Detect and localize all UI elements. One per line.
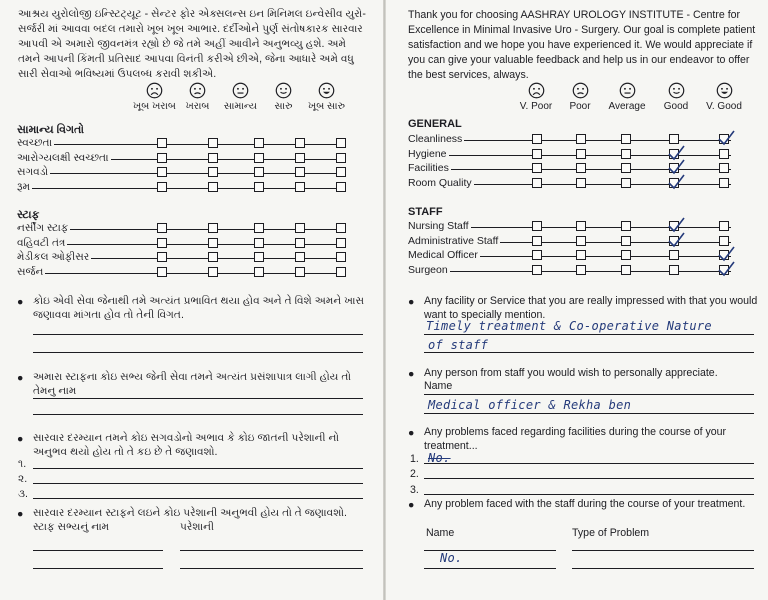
bullet-icon: ●: [408, 368, 415, 380]
check-mark-icon: [717, 130, 735, 146]
rating-checkbox[interactable]: [621, 178, 631, 188]
rating-checkbox[interactable]: [576, 134, 586, 144]
smile-face-icon: [275, 82, 292, 99]
answer-line[interactable]: [180, 568, 363, 569]
answer-line[interactable]: [33, 352, 363, 353]
rating-checkbox[interactable]: [295, 252, 305, 262]
rating-checkbox[interactable]: [669, 134, 679, 144]
rating-checkbox[interactable]: [157, 223, 167, 233]
rating-checkbox[interactable]: [532, 149, 542, 159]
rating-row: [408, 249, 731, 263]
gujarati-question-2: અમારા સ્ટાફના કોઇ સભ્ય જેની સેવા તમને અત્યંત પ્રસંશાપાત્ર લાગી હોય તો તેમનુ નામ: [33, 371, 352, 397]
rating-row: [17, 266, 346, 280]
answer-line[interactable]: [180, 550, 363, 551]
rating-checkbox[interactable]: [532, 163, 542, 173]
rating-checkbox[interactable]: [669, 265, 679, 275]
rating-checkbox[interactable]: [532, 265, 542, 275]
rating-checkbox[interactable]: [719, 163, 729, 173]
rating-checkbox[interactable]: [576, 149, 586, 159]
big-smile-face-icon: [318, 82, 335, 99]
rating-checkbox[interactable]: [157, 167, 167, 177]
rating-checkbox[interactable]: [254, 167, 264, 177]
english-rating-header: [514, 82, 748, 122]
rating-checkbox[interactable]: [336, 267, 346, 277]
rating-checkbox[interactable]: [254, 138, 264, 148]
rating-checkbox[interactable]: [621, 265, 631, 275]
rating-very-good: V. Good: [700, 82, 748, 122]
row-label: Cleanliness: [408, 133, 463, 145]
rating-checkbox[interactable]: [336, 167, 346, 177]
rating-row: [17, 152, 346, 166]
rating-checkbox[interactable]: [719, 178, 729, 188]
rating-checkbox[interactable]: [254, 182, 264, 192]
rating-row: [17, 137, 346, 151]
rating-very-poor: ખૂબ ખરાબ: [133, 82, 176, 122]
answer-line[interactable]: [33, 498, 363, 499]
english-general-title: GENERAL: [408, 118, 462, 130]
rating-checkbox[interactable]: [157, 267, 167, 277]
rating-checkbox[interactable]: [254, 153, 264, 163]
handwritten-answer: Medical officer & Rekha ben: [428, 398, 632, 412]
gujarati-staff-title: સ્ટાફ: [17, 209, 40, 221]
english-staff-title: STAFF: [408, 206, 443, 218]
answer-line[interactable]: [424, 413, 754, 414]
rating-checkbox[interactable]: [532, 134, 542, 144]
rating-checkbox[interactable]: [576, 250, 586, 260]
rating-checkbox[interactable]: [295, 223, 305, 233]
rating-checkbox[interactable]: [208, 223, 218, 233]
rating-poor: ખરાબ: [176, 82, 219, 122]
rating-checkbox[interactable]: [621, 149, 631, 159]
answer-line[interactable]: [33, 468, 363, 469]
rating-very-poor: V. Poor: [514, 82, 558, 122]
rating-checkbox[interactable]: [532, 221, 542, 231]
rating-checkbox[interactable]: [208, 252, 218, 262]
bullet-icon: ●: [17, 296, 24, 308]
big-smile-face-icon: [716, 82, 733, 99]
rating-checkbox[interactable]: [208, 238, 218, 248]
rating-checkbox[interactable]: [336, 252, 346, 262]
rating-checkbox[interactable]: [208, 167, 218, 177]
gujarati-rating-header: [133, 82, 348, 122]
gujarati-problem-label: પરેશાની: [180, 521, 215, 533]
answer-line[interactable]: [33, 483, 363, 484]
row-label: આરોગ્યલક્ષી સ્વચ્છતા: [17, 151, 109, 164]
handwritten-answer: of staff: [428, 338, 489, 352]
answer-line[interactable]: [424, 334, 754, 335]
rating-checkbox[interactable]: [621, 221, 631, 231]
answer-line[interactable]: [33, 550, 163, 551]
check-mark-icon: [667, 232, 685, 248]
row-label: મેડીકલ ઓફીસર: [17, 251, 90, 263]
rating-checkbox[interactable]: [208, 138, 218, 148]
neutral-face-icon: [232, 82, 249, 99]
gujarati-intro: આશ્રય યુરોલોજી ઇન્સ્ટિટ્યૂટ - સેન્ટર ફોર એક્સલન્સ ઇન મિનિમલ ઇન્વેસીવ યુરો-સર્જરી માં આવવા બદલ તમારો ખૂબ ખૂબ આભાર. દર્દીઓને પુર્ણ સંતોષકારક સારવાર આપવી એ અમારો જીવનમંત્ર રહ્યો છે જે તમે અહીં આવીને અનુભવ્યુ હશે. અમે તમને આપની કિંમતી પ્રતિસાદ આપવા વિનંતી કરીએ છીએ, જેના આધારે અમે વધુ સારી સેવાઓ ભવિષ્યમાં ઉપલબ્ધ કરાવી શકીએ.: [18, 8, 366, 80]
answer-line[interactable]: [424, 568, 556, 569]
rating-checkbox[interactable]: [336, 153, 346, 163]
rating-checkbox[interactable]: [208, 182, 218, 192]
rating-checkbox[interactable]: [208, 153, 218, 163]
rating-checkbox[interactable]: [576, 265, 586, 275]
english-page: Thank you for choosing AASHRAY UROLOGY INSTITUTE - Centre for Excellence in Minimal Invasive Uro - Surgery. Our goal is complete patient satisfaction and we hope you have experienced it. We would appreciate if you can give your valuable feedback and help us in our endeavor to offer the best services, always. V. Poor Poor Average Good V. Good GENERAL Cleanliness Hygiene Facilities Room Quality STAFF Nursing Staff Administrative Staff Medical Officer Surgeon ● Any facility or Service that you are really impressed with that you would want to specially mention. Timely treatment & Co-operative Nature of staff ● Any person from staff you would wish to personally appreciate. Name Medical officer & Rekha ben ● Any problems faced regarding facilities during the course of your treatment... 1. No. 2. 3. ● Any problem faced with the staff during the course of your treatment. Name Type of Problem No.: [386, 0, 768, 600]
neutral-face-icon: [619, 82, 636, 99]
gujarati-question-1: કોઇ એવી સેવા જેનાથી તમે અત્યંત પ્રભાવિત થયા હોવ અને તે વિશે અમને ખાસ જણાવવા માંગતા હોવ તો તેની વિગત.: [33, 295, 365, 321]
bullet-icon: ●: [17, 433, 24, 445]
rating-checkbox[interactable]: [621, 134, 631, 144]
rating-checkbox[interactable]: [532, 250, 542, 260]
rating-checkbox[interactable]: [336, 238, 346, 248]
english-name-label: Name: [424, 380, 453, 392]
rating-checkbox[interactable]: [254, 223, 264, 233]
row-label: Nursing Staff: [408, 220, 469, 232]
rating-checkbox[interactable]: [157, 238, 167, 248]
rating-checkbox[interactable]: [669, 250, 679, 260]
rating-checkbox[interactable]: [621, 250, 631, 260]
rating-checkbox[interactable]: [336, 138, 346, 148]
row-label: રૂમ: [17, 180, 30, 193]
rating-average: સામાન્ય: [219, 82, 262, 122]
row-label: નર્સીંગ સ્ટાફ: [17, 222, 69, 234]
english-question-4: Any problem faced with the staff during the course of your treatment.: [424, 498, 746, 510]
rating-checkbox[interactable]: [157, 138, 167, 148]
english-question-1: Any facility or Service that you are really impressed with that you would want to specially mention.: [424, 295, 758, 321]
bullet-icon: ●: [17, 372, 24, 384]
rating-checkbox[interactable]: [336, 223, 346, 233]
rating-checkbox[interactable]: [295, 238, 305, 248]
rating-checkbox[interactable]: [576, 221, 586, 231]
rating-row: [408, 264, 731, 278]
very-sad-face-icon: [528, 82, 545, 99]
leader-line: [408, 271, 731, 272]
gujarati-general-title: સામાન્ય વિગતો: [17, 124, 85, 136]
row-label: Surgeon: [408, 263, 448, 276]
rating-checkbox[interactable]: [621, 163, 631, 173]
row-label: સ્વચ્છતા: [17, 137, 53, 149]
row-label: સર્જન: [17, 265, 44, 278]
rating-row: [17, 222, 346, 236]
rating-checkbox[interactable]: [719, 236, 729, 246]
gujarati-page: આશ્રય યુરોલોજી ઇન્સ્ટિટ્યૂટ - સેન્ટર ફોર એક્સલન્સ ઇન મિનિમલ ઇન્વેસીવ યુરો-સર્જરી માં આવવા બદલ તમારો ખૂબ ખૂબ આભાર. દર્દીઓને પુર્ણ સંતોષકારક સારવાર આપવી એ અમારો જીવનમંત્ર રહ્યો છે જે તમે અહીં આવીને અનુભવ્યુ હશે. અમે તમને આપની કિંમતી પ્રતિસાદ આપવા વિનંતી કરીએ છીએ, જેના આધારે અમે વધુ સારી સેવાઓ ભવિષ્યમાં ઉપલબ્ધ કરાવી શકીએ. ખૂબ ખરાબ ખરાબ સામાન્ય સારુ ખૂબ સારુ સામાન્ય વિગતો સ્વચ્છતા આરોગ્યલક્ષી સ્વચ્છતા સગવડો રૂમ સ્ટાફ નર્સીંગ સ્ટાફ વહિવટી તંત્ર મેડીકલ ઓફીસર સર્જન ● કોઇ એવી સેવા જેનાથી તમે અત્યંત પ્રભાવિત થયા હોવ અને તે વિશે અમને ખાસ જણાવવા માંગતા હોવ તો તેની વિગત. ● અમારા સ્ટાફના કોઇ સભ્ય જેની સેવા તમને અત્યંત પ્રસંશાપાત્ર લાગી હોય તો તેમનુ નામ ● સારવાર દરમ્યાન તમને કોઇ સગવડોનો અભાવ કે કોઇ જાતની પરેશાની નો અનુભવ થયો હોય તો તે કઇ છે તે જણાવશો. ૧. ૨. ૩. ● સારવાર દરમ્યાન સ્ટાફને લઇને કોઇ પરેશાની અનુભવી હોય તો તે જણાવશો. સ્ટાફ સભ્યનું નામ પરેશાની: [0, 0, 383, 600]
rating-checkbox[interactable]: [295, 167, 305, 177]
very-sad-face-icon: [146, 82, 163, 99]
row-label: Hygiene: [408, 147, 447, 160]
bullet-icon: ●: [408, 427, 415, 439]
rating-row: [17, 166, 346, 180]
rating-very-good: ખૂબ સારુ: [305, 82, 348, 122]
row-label: Administrative Staff: [408, 234, 499, 247]
rating-checkbox[interactable]: [295, 182, 305, 192]
rating-checkbox[interactable]: [157, 153, 167, 163]
english-q4-name-label: Name: [426, 527, 455, 539]
rating-checkbox[interactable]: [532, 236, 542, 246]
check-mark-icon: [667, 174, 685, 190]
answer-line[interactable]: [424, 394, 754, 395]
row-label: Room Quality: [408, 176, 472, 189]
rating-checkbox[interactable]: [336, 182, 346, 192]
rating-row: [408, 177, 731, 191]
rating-row: [17, 237, 346, 251]
rating-checkbox[interactable]: [576, 178, 586, 188]
smile-face-icon: [668, 82, 685, 99]
answer-line[interactable]: [33, 398, 363, 399]
rating-checkbox[interactable]: [576, 236, 586, 246]
rating-checkbox[interactable]: [254, 238, 264, 248]
rating-checkbox[interactable]: [719, 221, 729, 231]
answer-line[interactable]: [424, 494, 754, 495]
answer-line[interactable]: [424, 352, 754, 353]
gujarati-question-3: સારવાર દરમ્યાન તમને કોઇ સગવડોનો અભાવ કે કોઇ જાતની પરેશાની નો અનુભવ થયો હોય તો તે કઇ છે તે જણાવશો.: [33, 432, 340, 458]
rating-checkbox[interactable]: [157, 182, 167, 192]
row-label: Medical Officer: [408, 249, 478, 261]
english-q4-problem-label: Type of Problem: [572, 527, 650, 539]
rating-checkbox[interactable]: [719, 149, 729, 159]
rating-checkbox[interactable]: [295, 267, 305, 277]
rating-checkbox[interactable]: [295, 138, 305, 148]
rating-good: Good: [652, 82, 700, 122]
answer-line[interactable]: [33, 414, 363, 415]
english-question-3: Any problems faced regarding facilities during the course of your treatment...: [424, 426, 727, 452]
answer-line[interactable]: [33, 568, 163, 569]
answer-line[interactable]: [424, 478, 754, 479]
answer-line[interactable]: [572, 568, 754, 569]
rating-checkbox[interactable]: [532, 178, 542, 188]
rating-poor: Poor: [558, 82, 602, 122]
rating-row: [408, 235, 731, 249]
check-mark-icon: [717, 261, 735, 277]
rating-checkbox[interactable]: [576, 163, 586, 173]
handwritten-answer: No.: [440, 551, 463, 565]
gujarati-question-4: સારવાર દરમ્યાન સ્ટાફને લઇને કોઇ પરેશાની અનુભવી હોય તો તે જણાવશો.: [33, 507, 347, 519]
answer-line[interactable]: [572, 550, 754, 551]
rating-row: [17, 251, 346, 265]
rating-good: સારુ: [262, 82, 305, 122]
rating-checkbox[interactable]: [254, 267, 264, 277]
rating-checkbox[interactable]: [621, 236, 631, 246]
rating-average: Average: [602, 82, 652, 122]
rating-checkbox[interactable]: [208, 267, 218, 277]
row-label: વહિવટી તંત્ર: [17, 236, 66, 249]
handwritten-answer: Timely treatment & Co-operative Nature: [426, 319, 712, 333]
english-intro: Thank you for choosing AASHRAY UROLOGY INSTITUTE - Centre for Excellence in Minimal Invasive Uro - Surgery. Our goal is complete patient satisfaction and we hope you have experienced it. We would appreciate if you can give your valuable feedback and help us in our endeavor to offer the best services, always.: [408, 9, 756, 81]
rating-checkbox[interactable]: [295, 153, 305, 163]
answer-line[interactable]: [424, 463, 754, 464]
answer-line[interactable]: [33, 334, 363, 335]
bullet-icon: ●: [408, 296, 415, 308]
sad-face-icon: [189, 82, 206, 99]
row-label: સગવડો: [17, 166, 49, 178]
english-question-2: Any person from staff you would wish to personally appreciate.: [424, 367, 718, 379]
rating-checkbox[interactable]: [157, 252, 167, 262]
bullet-icon: ●: [408, 499, 415, 511]
rating-row: [17, 181, 346, 195]
sad-face-icon: [572, 82, 589, 99]
row-label: Facilities: [408, 162, 449, 174]
rating-checkbox[interactable]: [254, 252, 264, 262]
handwritten-answer: No.: [428, 451, 451, 465]
gujarati-staff-name-label: સ્ટાફ સભ્યનું નામ: [33, 521, 110, 533]
bullet-icon: ●: [17, 508, 24, 520]
